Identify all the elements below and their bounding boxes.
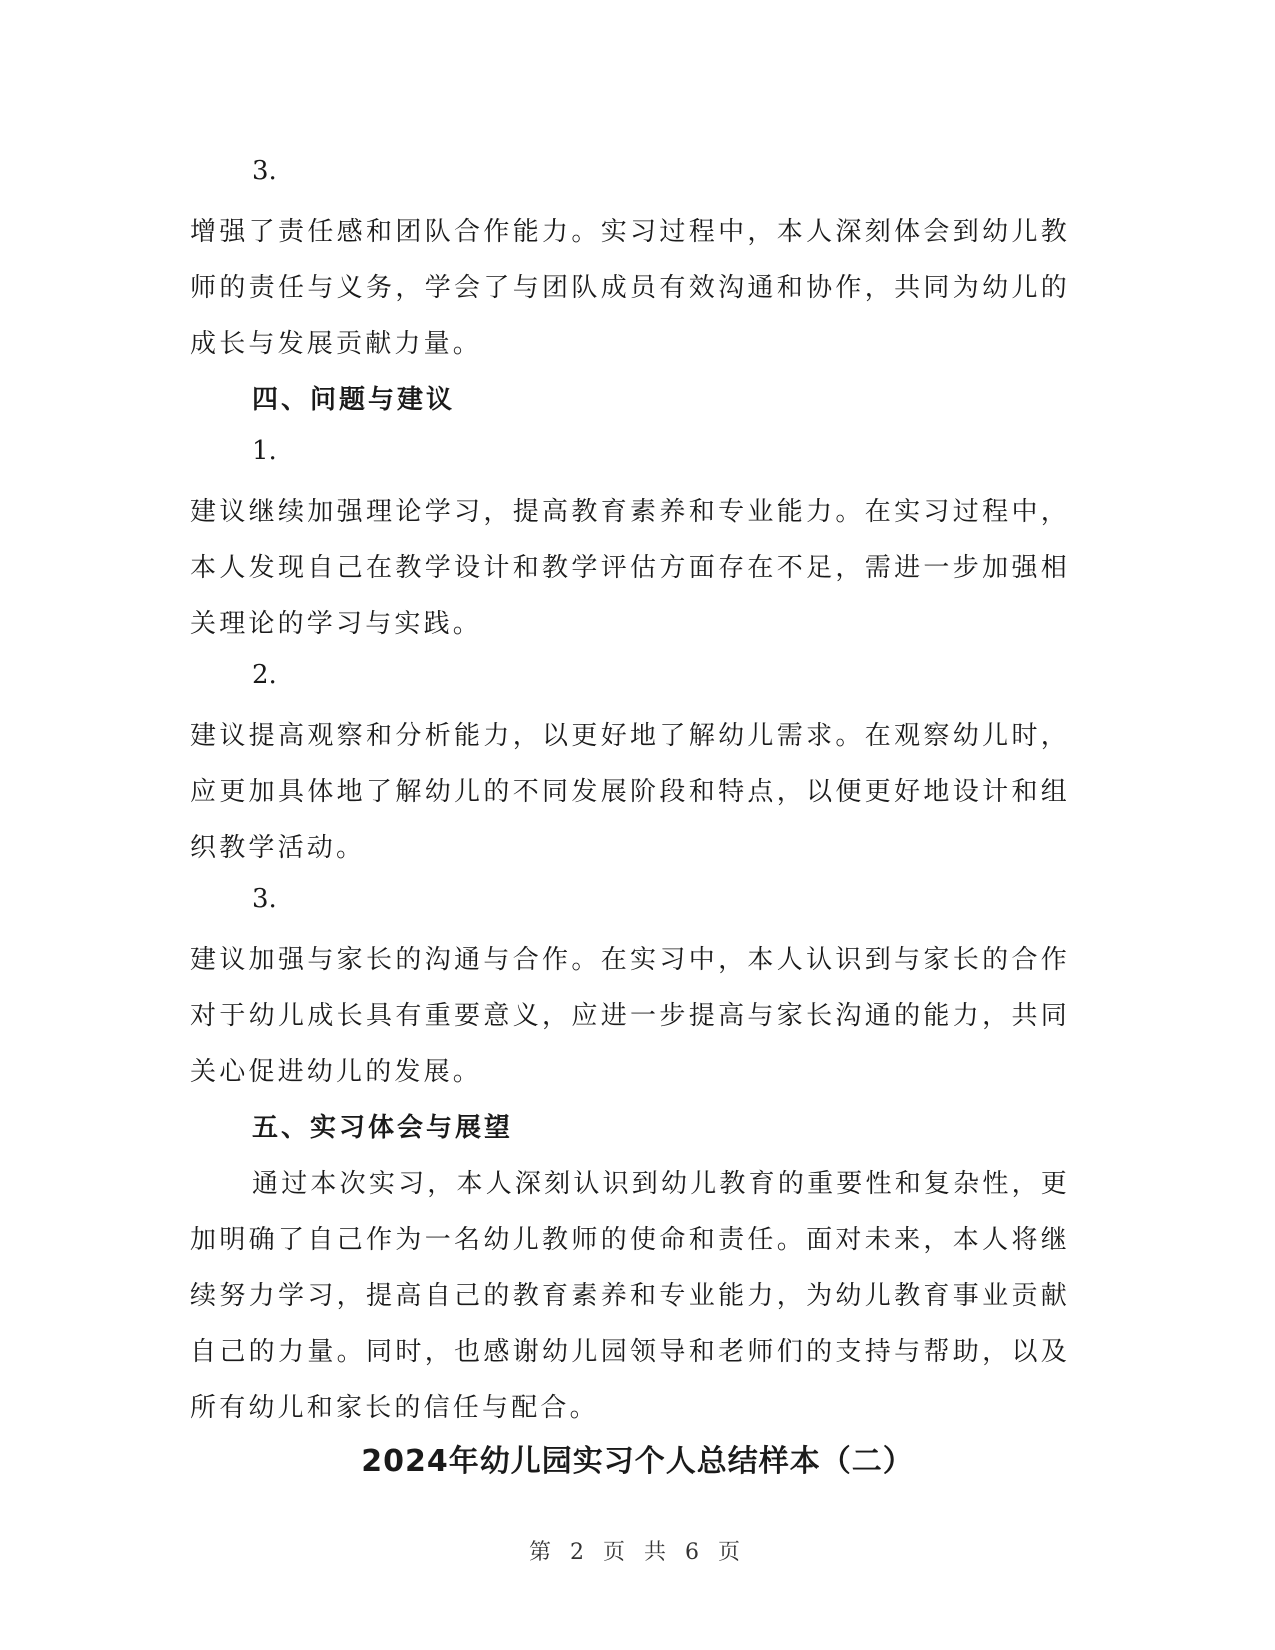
item-number: 2. <box>252 660 277 690</box>
page-footer: 第 2 页 共 6 页 <box>529 1540 746 1565</box>
paragraph: 建议加强与家长的沟通与合作。在实习中，本人认识到与家长的合作对于幼儿成长具有重要意义，应进一步提高与家长沟通的能力，共同关心促进幼儿的发展。 <box>190 945 1070 1087</box>
paragraph: 增强了责任感和团队合作能力。实习过程中，本人深刻体会到幼儿教师的责任与义务，学会了与团队成员有效沟通和协作，共同为幼儿的成长与发展贡献力量。 <box>190 217 1070 359</box>
item-number: 1. <box>252 436 277 466</box>
paragraph: 建议提高观察和分析能力，以更好地了解幼儿需求。在观察幼儿时，应更加具体地了解幼儿的不同发展阶段和特点，以便更好地设计和组织教学活动。 <box>190 721 1070 863</box>
section-heading: 五、实习体会与展望 <box>252 1113 514 1143</box>
paragraph: 建议继续加强理论学习，提高教育素养和专业能力。在实习过程中，本人发现自己在教学设计和教学评估方面存在不足，需进一步加强相关理论的学习与实践。 <box>190 497 1070 639</box>
item-number: 3. <box>252 884 277 914</box>
next-document-title: 2024年幼儿园实习个人总结样本（二） <box>361 1444 914 1479</box>
section-heading: 四、问题与建议 <box>252 385 456 415</box>
document-body <box>190 148 1070 1436</box>
paragraph: 通过本次实习，本人深刻认识到幼儿教育的重要性和复杂性，更加明确了自己作为一名幼儿教师的使命和责任。面对未来，本人将继续努力学习，提高自己的教育素养和专业能力，为幼儿教育事业贡献自己的力量。同时，也感谢幼儿园领导和老师们的支持与帮助，以及所有幼儿和家长的信任与配合。 <box>190 1169 1070 1423</box>
item-number: 3. <box>252 156 277 186</box>
